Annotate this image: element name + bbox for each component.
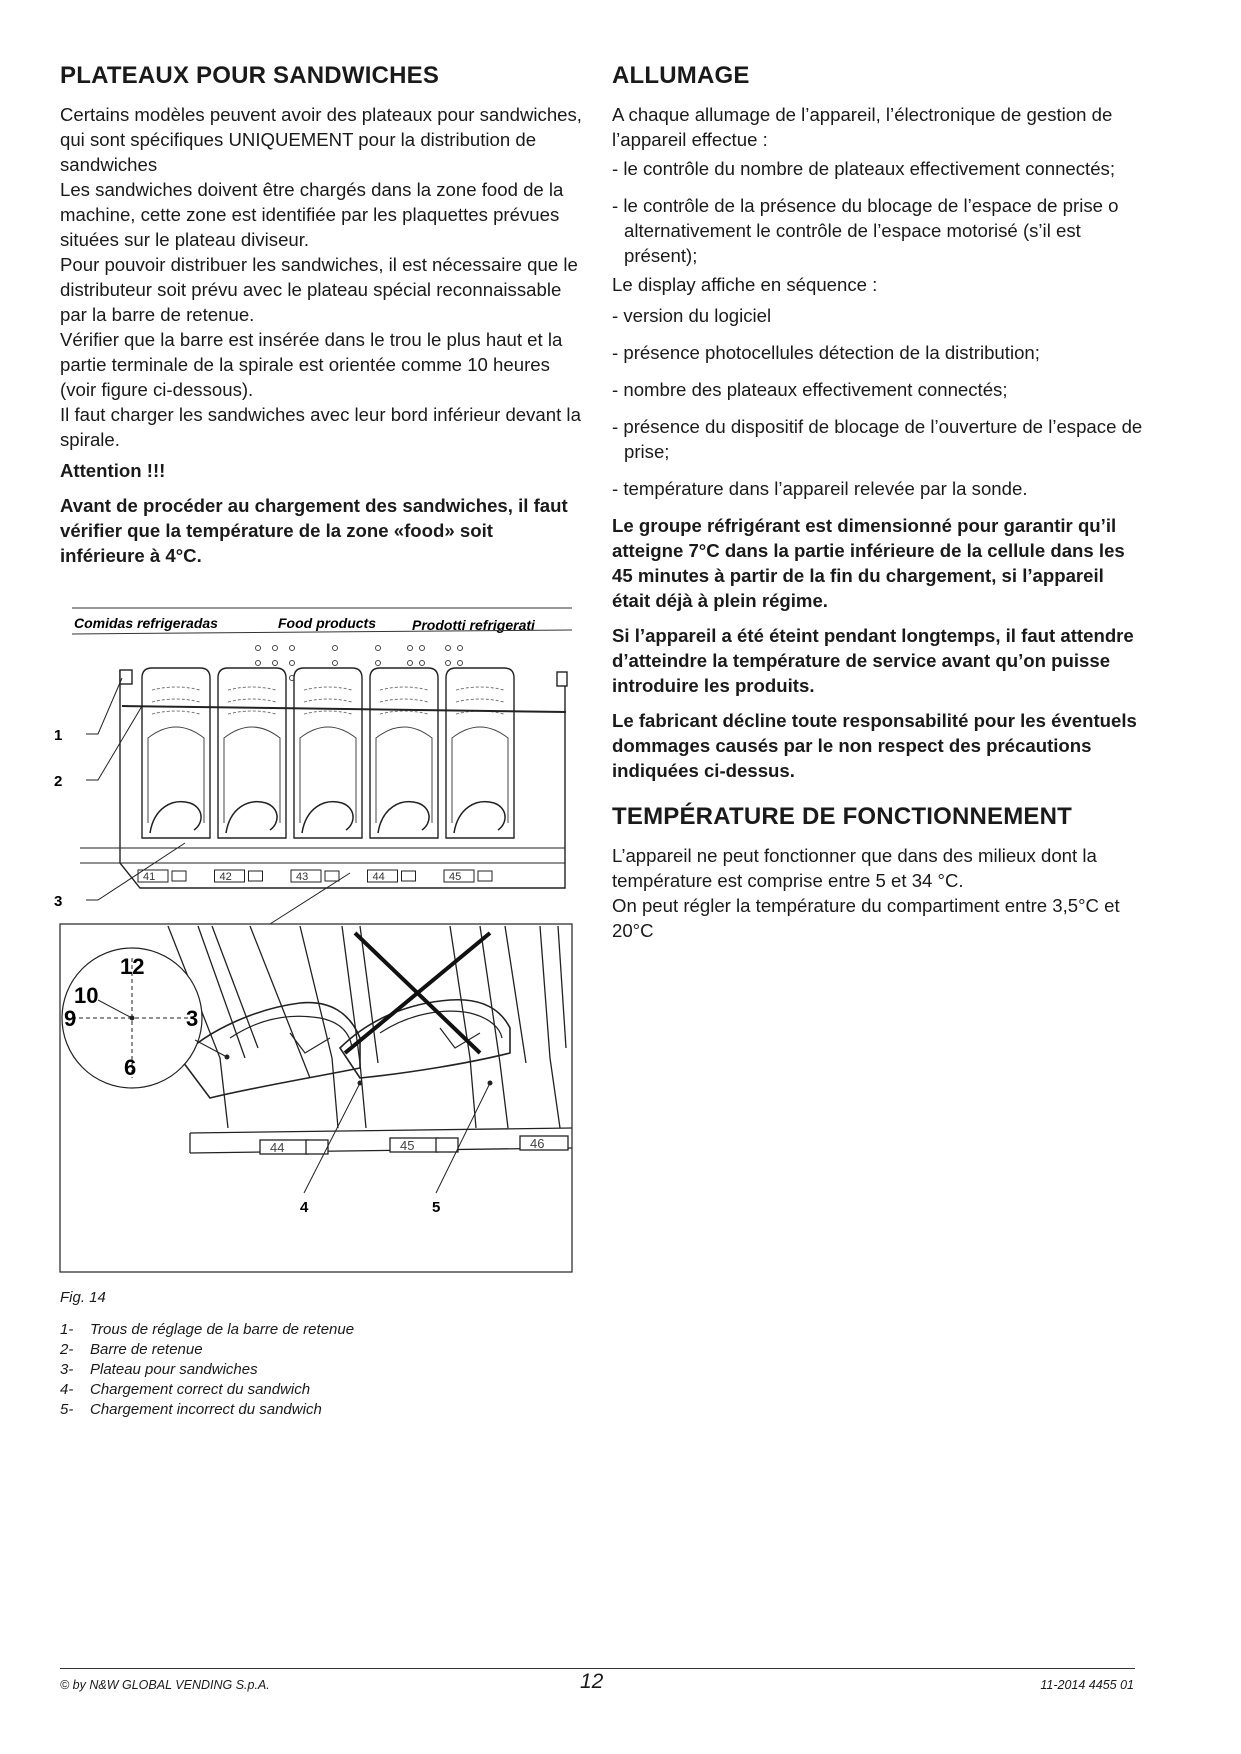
figure-legend: [60, 1320, 354, 1420]
tray-number-plates: [138, 870, 492, 883]
clock-3: 3: [186, 1006, 199, 1031]
paragraph: Le display affiche en séquence :: [612, 274, 878, 295]
footer-divider: [60, 1668, 1135, 1669]
callout-1: 1: [54, 727, 63, 744]
operating-temperature-body: [612, 843, 1144, 943]
refrigeration-note: Le groupe réfrigérant est dimensionné pour garantir qu’il atteigne 7°C dans la partie inférieure de la cellule dans les 45 minutes à partir de la fin du chargement, si l’appareil était déjà à plein régime.: [612, 515, 1125, 611]
callout-5: 5: [432, 1199, 441, 1216]
label-food: Food products: [278, 615, 376, 631]
list-item: - nombre des plateaux effectivement connectés;: [612, 379, 1008, 400]
list-item: - présence photocellules détection de la distribution;: [612, 342, 1040, 363]
document-code: 11-2014 4455 01: [1040, 1678, 1134, 1692]
sandwich-holder: [218, 668, 286, 838]
sandwich-holder: [142, 668, 210, 838]
paragraph: Il faut charger les sandwiches avec leur bord inférieur devant la spirale.: [60, 404, 581, 450]
section-title-operating-temperature: TEMPÉRATURE DE FONCTIONNEMENT: [612, 803, 1073, 830]
sandwich-holder: [370, 668, 438, 838]
sandwich-holder: [294, 668, 362, 838]
clock-12: 12: [120, 954, 145, 979]
display-sequence-list: [612, 303, 1144, 501]
detail-number-44: 44: [270, 1140, 285, 1155]
paragraph: A chaque allumage de l’appareil, l’électronique de gestion de l’appareil effectue :: [612, 104, 1113, 150]
clock-6: 6: [124, 1055, 137, 1080]
paragraph: Les sandwiches doivent être chargés dans la zone food de la machine, cette zone est identifiée par les plaquettes prévues situées sur le plateau diviseur.: [60, 179, 564, 250]
callout-2: 2: [54, 773, 63, 790]
sandwich-holder: [446, 668, 514, 838]
paragraph: On peut régler la température du compartiment entre 3,5°C et 20°C: [612, 895, 1120, 941]
label-prodotti: Prodotti refrigerati: [412, 617, 535, 633]
attention-heading: Attention !!!: [60, 460, 166, 481]
list-item: - le contrôle du nombre de plateaux effectivement connectés;: [612, 158, 1116, 179]
footer-copyright: © by N&W GLOBAL VENDING S.p.A.: [60, 1678, 270, 1692]
warning-text: Avant de procéder au chargement des sandwiches, il faut vérifier que la température de la zone «food» soit inférieure à 4°C.: [60, 495, 568, 566]
detail-number-46: 46: [530, 1136, 545, 1151]
figure-14: [54, 608, 582, 1284]
legend-item: 1- Trous de réglage de la barre de retenue: [60, 1321, 355, 1338]
tray-number: 43: [296, 871, 309, 883]
clock-10: 10: [74, 983, 99, 1008]
list-item: - présence du dispositif de blocage de l’ouverture de l’espace de prise;: [612, 416, 1143, 462]
list-item: - version du logiciel: [612, 305, 772, 326]
callout-3: 3: [54, 893, 63, 910]
paragraph: Pour pouvoir distribuer les sandwiches, il est nécessaire que le distributeur soit prévu avec le plateau spécial reconnaissable par la barre de retenue.: [60, 254, 578, 325]
tray-number: 42: [219, 871, 232, 883]
sandwich-holders: [142, 668, 514, 838]
legend-item: 2- Barre de retenue: [60, 1341, 203, 1358]
tray-number: 45: [449, 871, 462, 883]
callout-4: 4: [300, 1199, 309, 1216]
legend-item: 3- Plateau pour sandwiches: [60, 1361, 258, 1378]
startup-checks-list: [612, 156, 1144, 268]
tray-number: 44: [372, 871, 385, 883]
list-item: - le contrôle de la présence du blocage de l’espace de prise o alternativement le contrôle de l’espace motorisé (s’il est présent);: [612, 195, 1119, 266]
detail-number-45: 45: [400, 1138, 415, 1153]
long-shutdown-note: Si l’appareil a été éteint pendant longtemps, il faut attendre d’atteindre la température de service avant qu’on puisse introduire les produits.: [612, 625, 1134, 696]
list-item: - température dans l’appareil relevée par la sonde.: [612, 478, 1028, 499]
legend-item: 4- Chargement correct du sandwich: [60, 1381, 311, 1398]
paragraph: Vérifier que la barre est insérée dans le trou le plus haut et la partie terminale de la spirale est orientée comme 10 heures (voir figure ci-dessous).: [60, 329, 563, 400]
section-title-startup: ALLUMAGE: [612, 62, 750, 89]
paragraph: L’appareil ne peut fonctionner que dans des milieux dont la température est comprise entre 5 et 34 °C.: [612, 845, 1097, 891]
right-column: [612, 62, 1144, 943]
page-number: 12: [580, 1670, 604, 1693]
startup-body: [612, 102, 1144, 783]
figure-caption: Fig. 14: [60, 1289, 106, 1306]
sandwich-trays-body: [60, 102, 582, 568]
liability-note: Le fabricant décline toute responsabilité pour les éventuels dommages causés par le non respect des précautions indiquées ci-dessus.: [612, 710, 1137, 781]
label-comidas: Comidas refrigeradas: [74, 615, 218, 631]
section-title-sandwich-trays: PLATEAUX POUR SANDWICHES: [60, 62, 440, 89]
left-column: [60, 62, 582, 568]
paragraph: Certains modèles peuvent avoir des plateaux pour sandwiches, qui sont spécifiques UNIQUEMENT pour la distribution de sandwiches: [60, 104, 582, 175]
tray-number: 41: [143, 871, 156, 883]
legend-item: 5- Chargement incorrect du sandwich: [60, 1401, 322, 1418]
clock-9: 9: [64, 1006, 77, 1031]
